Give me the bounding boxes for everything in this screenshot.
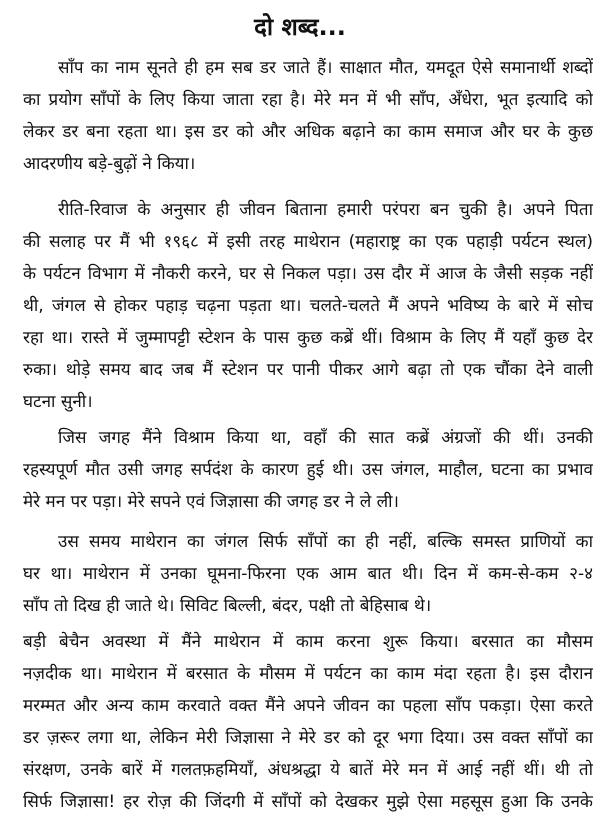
text-line: घर था। माथेरान में उनका घूमना-फिरना एक आम बात थी। दिन में कम-से-कम २-४ (23, 564, 593, 584)
text-line: रहस्यपूर्ण मौत उसी जगह सर्पदंश के कारण हुई थी। उस जंगल, माहौल, घटना का प्रभाव (23, 460, 593, 480)
text-line: लेकर डर बना रहता था। इस डर को और अधिक बढ़ाने का काम समाज और घर के कुछ (23, 122, 593, 142)
text-line: घटना सुनी। (23, 392, 93, 412)
text-line: जिस जगह मैंने विश्राम किया था, वहाँ की सात कब्रें अंग्रजों की थीं। उनकी (58, 428, 593, 448)
paragraph-3 (23, 422, 593, 518)
text-line: साँप का नाम सूनते ही हम सब डर जाते हैं। साक्षात मौत, यमदूत ऐसे समानार्थी शब्दों (58, 58, 593, 78)
text-line: के पर्यटन विभाग में नौकरी करने, घर से निकल पड़ा। उस दौर में आज के जैसी सड़क नहीं (23, 264, 593, 284)
text-line: आदरणीय बड़े-बुढ़ों ने किया। (23, 154, 196, 174)
text-line: की सलाह पर मैं भी १९६८ में इसी तरह माथेरान (महाराष्ट्र का एक पहाड़ी पर्यटन स्थल) (23, 232, 593, 252)
text-line: सिर्फ जिज्ञासा! हर रोज़ की जिंदगी में साँपों को देखकर मुझे ऐसा महसूस हुआ कि उनके (23, 792, 593, 812)
text-line: रुका। थोड़े समय बाद जब मैं स्टेशन पर पानी पीकर आगे बढ़ा तो एक चौंका देने वाली (23, 360, 593, 380)
text-line: थी, जंगल से होकर पहाड़ चढ़ना पड़ता था। चलते-चलते मैं अपने भविष्य के बारे में सोच (23, 296, 593, 316)
text-line: साँप तो दिख ही जाते थे। सिविट बिल्ली, बंदर, पक्षी तो बेहिसाब थे। (23, 596, 432, 616)
text-line: मरम्मत और अन्य काम करवाते वक्त मैंने अपने जीवन का पहला साँप पकड़ा। ऐसा करते (23, 696, 593, 716)
paragraph-4 (23, 526, 593, 622)
text-line: रीति-रिवाज के अनुसार ही जीवन बिताना हमारी परंपरा बन चुकी है। अपने पिता (58, 200, 593, 220)
text-line: उस समय माथेरान का जंगल सिर्फ साँपों का ही नहीं, बल्कि समस्त प्राणियों का (58, 532, 593, 552)
paragraph-2 (23, 194, 593, 418)
paragraph-1 (23, 52, 593, 180)
text-line: डर ज़रूर लगा था, लेकिन मेरी जिज्ञासा ने मेरे डर को दूर भगा दिया। उस वक्त साँपों का (23, 728, 593, 748)
text-line: मेरे मन पर पड़ा। मेरे सपने एवं जिज्ञासा की जगह डर ने ले ली। (23, 492, 399, 512)
text-line: रहा था। रास्ते में जुम्मापट्टी स्टेशन के पास कुछ कब्रें थीं। विश्राम के लिए मैं यहाँ कुछ देर (23, 328, 593, 348)
text-line: बड़ी बेचैन अवस्था में मैंने माथेरान में काम करना शुरू किया। बरसात का मौसम (23, 632, 593, 652)
text-line: का प्रयोग साँपों के लिए किया जाता रहा है। मेरे मन में भी साँप, अँधेरा, भूत इत्यादि को (23, 90, 593, 110)
text-line: संरक्षण, उनके बारें में गलतफ़हमियाँ, अंधश्रद्धा ये बातें मेरे मन में आई नहीं थीं। थी तो (23, 760, 593, 780)
page-title: दो शब्द... (254, 13, 346, 41)
text-line: नज़दीक था। माथेरान में बरसात के मौसम में पर्यटन का काम मंदा रहता है। इस दौरान (23, 664, 593, 684)
paragraph-5 (23, 626, 593, 818)
